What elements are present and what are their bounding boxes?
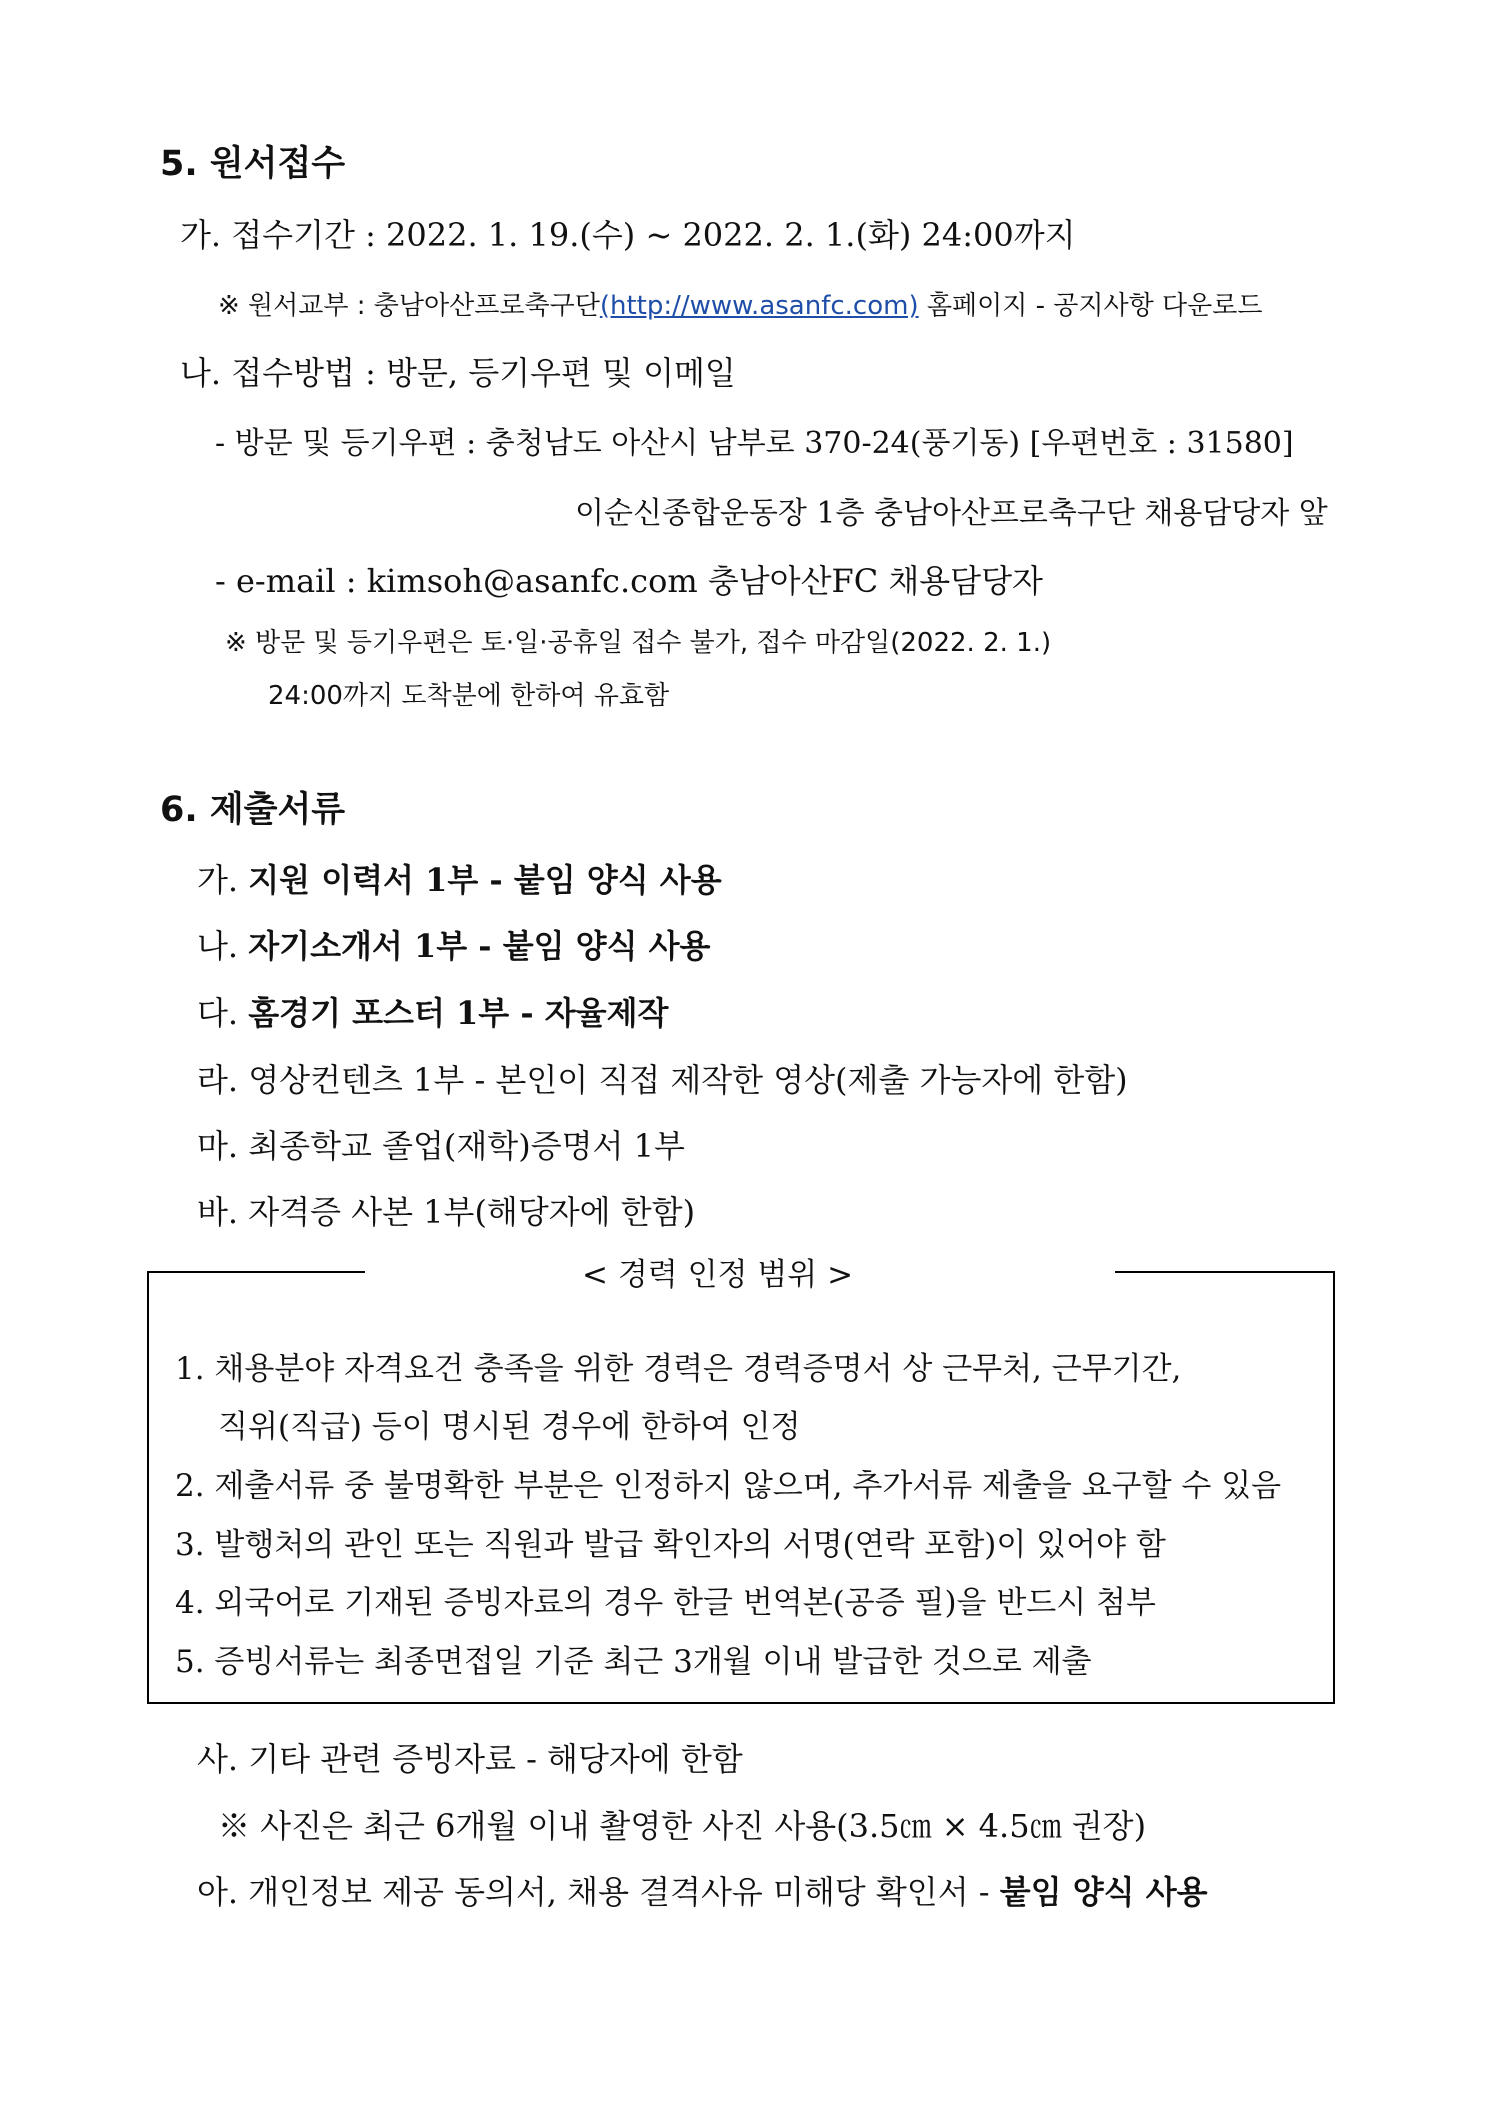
reception-method: 나. 접수방법 : 방문, 등기우편 및 이메일	[180, 354, 736, 392]
item-prefix: 나.	[197, 927, 249, 965]
reception-deadline-note: ※ 방문 및 등기우편은 토·일·공휴일 접수 불가, 접수 마감일(2022. 2. 1.)	[225, 628, 1052, 658]
doc-item-da	[197, 988, 668, 1034]
item-text: 영상컨텐츠 1부 - 본인이 직접 제작한 영상(제출 가능자에 한함)	[248, 1061, 1128, 1099]
reception-deadline-note-2: 24:00까지 도착분에 한하여 유효함	[268, 681, 670, 711]
visit-mail-address: - 방문 및 등기우편 : 충청남도 아산시 남부로 370-24(풍기동) [우편번호 : 31580]	[215, 426, 1294, 461]
section-5-title: 5. 원서접수	[160, 144, 346, 184]
attached-form-label: 붙임 양식 사용	[999, 1873, 1208, 1911]
homepage-link[interactable]: (http://www.asanfc.com)	[599, 291, 919, 321]
career-box-title: < 경력 인정 범위 >	[582, 1257, 854, 1293]
career-rule-3: 3. 발행처의 관인 또는 직원과 발급 확인자의 서명(연락 포함)이 있어야 함	[175, 1527, 1166, 1563]
doc-item-ga	[197, 855, 722, 901]
doc-item-sa: 사. 기타 관련 증빙자료 - 해당자에 한함	[197, 1740, 743, 1778]
doc-item-na	[197, 921, 710, 967]
email-line: - e-mail : kimsoh@asanfc.com 충남아산FC 채용담당자	[215, 562, 1043, 600]
note-suffix: 홈페이지 - 공지사항 다운로드	[918, 291, 1263, 321]
doc-item-ba	[197, 1187, 695, 1233]
item-text: 아. 개인정보 제공 동의서, 채용 결격사유 미해당 확인서 -	[197, 1873, 1000, 1911]
photo-note: ※ 사진은 최근 6개월 이내 촬영한 사진 사용(3.5㎝ × 4.5㎝ 권장)	[218, 1807, 1147, 1845]
item-prefix: 다.	[197, 994, 249, 1032]
note-prefix: ※ 원서교부 : 충남아산프로축구단	[218, 291, 600, 321]
item-prefix: 마.	[197, 1127, 249, 1165]
item-text: 지원 이력서 1부 - 붙임 양식 사용	[248, 861, 722, 899]
doc-item-ma	[197, 1121, 685, 1167]
item-prefix: 가.	[197, 861, 249, 899]
career-rule-1: 1. 채용분야 자격요건 충족을 위한 경력은 경력증명서 상 근무처, 근무기간,	[175, 1351, 1182, 1387]
doc-item-a	[197, 1867, 1208, 1913]
item-text: 자기소개서 1부 - 붙임 양식 사용	[248, 927, 711, 965]
item-text: 최종학교 졸업(재학)증명서 1부	[248, 1127, 685, 1165]
career-rule-4: 4. 외국어로 기재된 증빙자료의 경우 한글 번역본(공증 필)을 반드시 첨부	[175, 1585, 1156, 1621]
item-text: 자격증 사본 1부(해당자에 한함)	[248, 1193, 696, 1231]
doc-item-ra	[197, 1055, 1128, 1101]
item-text: 홈경기 포스터 1부 - 자율제작	[248, 994, 669, 1032]
item-prefix: 라.	[197, 1061, 249, 1099]
career-rule-1-cont: 직위(직급) 등이 명시된 경우에 한하여 인정	[218, 1409, 801, 1445]
section-6-title: 6. 제출서류	[160, 790, 346, 830]
item-prefix: 바.	[197, 1193, 249, 1231]
reception-period: 가. 접수기간 : 2022. 1. 19.(수) ~ 2022. 2. 1.(화) 24:00까지	[180, 216, 1076, 254]
form-distribution-note	[218, 285, 1262, 322]
visit-mail-recipient: 이순신종합운동장 1층 충남아산프로축구단 채용담당자 앞	[575, 496, 1328, 531]
career-rule-5: 5. 증빙서류는 최종면접일 기준 최근 3개월 이내 발급한 것으로 제출	[175, 1644, 1092, 1680]
career-rule-2: 2. 제출서류 중 불명확한 부분은 인정하지 않으며, 추가서류 제출을 요구할 수 있음	[175, 1468, 1282, 1504]
